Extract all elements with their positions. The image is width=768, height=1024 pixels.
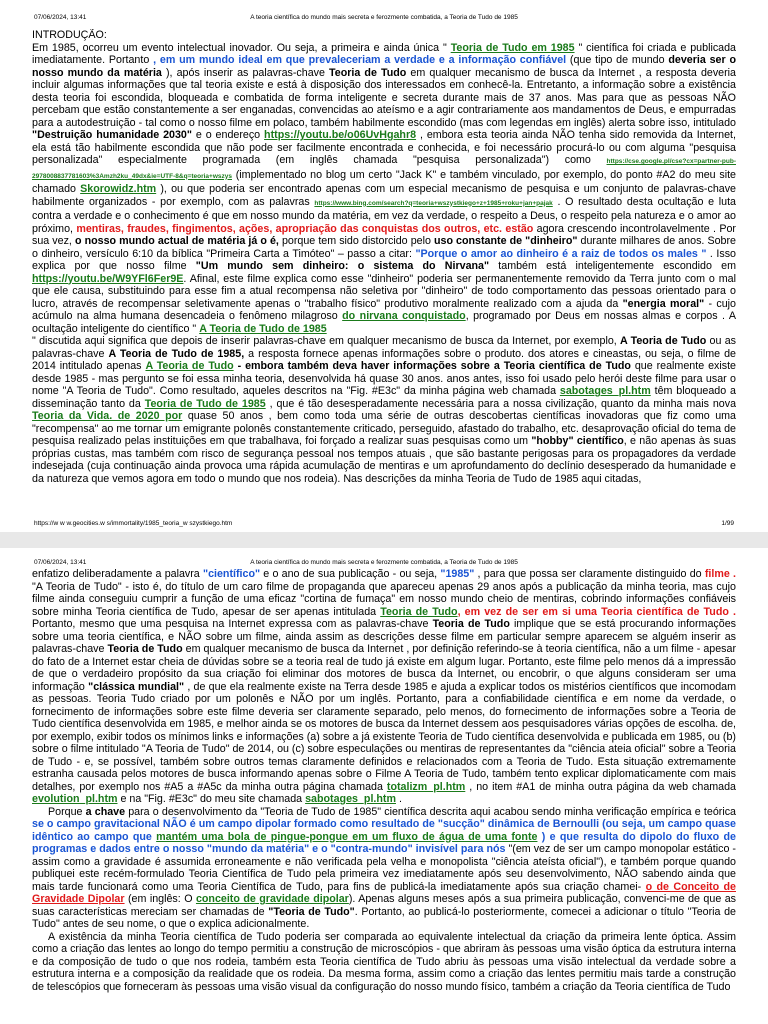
bing-search-link[interactable]: https://www.bing.com/search?q=teoria+wszystkiego+z+1985+roku+jan+pajak xyxy=(314,199,553,207)
page-url: https://w w w.geocities.w s/immortality/1985_teoria_w szystkiego.htm xyxy=(34,520,233,527)
google-cse-link[interactable]: https://cse.google.pl/cse?cx=partner-pub-2978008837781603%3Amzh2ku_49dx&ie=UTF-8&q=teoria+wszys xyxy=(32,158,736,180)
skorowidz-link[interactable]: Skorowidz.htm xyxy=(80,183,157,195)
theory-1985-link-2[interactable]: A Teoria de Tudo de 1985 xyxy=(199,322,327,335)
paragraph-4: Porque a chave para o desenvolvimento da "Teoria de Tudo de 1985" científica descrita aqui acabou sendo minha verificação empírica e teórica se o campo gravitacional NÃO é um campo dipolar formado como resultado de "sucção" dinâmica de Bernoulli (ou seja, um campo quase idêntico ao campo que mantém uma bola de pingue-pongue em um fluxo de água de uma fonte ) e que resulta do dipolo do fluxo de programas e dados entre o nosso "mundo da matéria" e o "contra-mundo" invisível para nós "(em vez de ser um campo monopolar estático - assim como a gravidade é assumida erroneamente e não verificada pela velha e monopolista "ciência ateísta oficial"), e também porque quando publiquei este recém-formulado Teoria Científica de Tudo pela primeira vez imediatamente após seu desenvolvimento, NÃO sabendo ainda que mais tarde funcionará como uma Teoria Científica de Tudo, para fins de publicá-la imediatamente após sua criação chamei- o de Conceito de Gravidade Dipolar (em inglês: O conceito de gravidade dipolar). Apenas alguns meses após a sua primeira publicação, convenci-me de que as suas características mereciam ser chamadas de "Teoria de Tudo". Portanto, ao publicá-lo posteriormente, comecei a adicionar o título "Teoria de Tudo" antes de seu nome, o que o explica adicionalmente. xyxy=(32,805,736,930)
article-body-continued xyxy=(32,568,736,1024)
page-number: 1/99 xyxy=(721,520,734,527)
print-title: A teoria científica do mundo mais secreta e ferozmente combatida, a Teoria de Tudo de 1985 xyxy=(250,14,518,21)
print-datetime: 07/06/2024, 13:41 xyxy=(34,559,87,566)
nirvana-link[interactable]: do nirvana conquistado xyxy=(342,310,466,322)
ping-pong-link[interactable]: mantém uma bola de pingue-pongue em um fluxo de água de uma fonte xyxy=(156,830,538,843)
sabotages-link-2[interactable]: sabotages_pl.htm xyxy=(305,793,396,805)
intro-paragraph: Em 1985, ocorreu um evento intelectual inovador. Ou seja, a primeira e ainda única " Teoria de Tudo em 1985 " científica foi criada e publicada imediatamente. Portanto , em um mundo ideal em que prevaleceriam a verdade e a informação confiável (que tipo de mundo deveria ser o nosso mundo da matéria ), após inserir as palavras-chave Teoria de Tudo em qualquer mecanismo de busca da Internet , a resposta deveria incluir algumas informações que tal teoria existe e está à disposição dos interessados em conhecê-la. Entretanto, a informação sobre a existência desta teoria foi escondida, bloqueada e combatida de forma inteligente e secreta durante mais de 37 anos. Mas para que as pessoas NÃO percebam que estão constantemente a ser enganadas, convencidas ao ateísmo e a agir contrariamente aos mandamentos de Deus, e empurradas para a autodestruição - tal como o nosso filme em polaco, também habilmente escondido (mas com legendas em inglês) alerta sobre isso, intitulado "Destruição humanidade 2030" e o endereço https://youtu.be/o06UvHgahr8 , embora esta teoria ainda NÃO tenha sido removida da Internet, ela está tão habilmente escondida que não pode ser facilmente encontrada e conhecida, e foi necessário procurá-lo ou com alguma "pesquisa personalizada" especialmente programada (em inglês chamada "pesquisa personalizada") como https://cse.google.pl/cse?cx=partner-pub-2978008837781603%3Amzh2ku_49dx&ie=UTF-8&q=teoria+wszys (implementado no blog um certo "Jack K" e também vinculado, por exemplo, do ponto #A2 do meu site chamado Skorowidz.htm ), ou que poderia ser encontrado apenas com um especial mecanismo de pesquisa e um conjunto de palavras-chave habilmente organizados - por exemplo, com as palavras https://www.bing.com/search?q=teoria+wszystkiego+z+1985+roku+jan+pajak . O resultado desta ocultação e luta contra a verdade e o conhecimento é que em nosso mundo da matéria, em vez da verdade, o respeito a Deus, o respeito pela natureza e o amor ao próximo, mentiras, fraudes, fingimentos, ações, apropriação das conquistas dos outros, etc. estão agora crescendo incontrolavelmente . Por sua vez, o nosso mundo actual de matéria já o é, porque tem sido distorcido pelo uso constante de "dinheiro" durante milhares de anos. Sobre o dinheiro, versículo 6:10 da bíblica "Primeira Carta a Timóteo" – passo a citar: "Porque o amor ao dinheiro é a raiz de todos os males " . Isso explica por que nosso filme "Um mundo sem dinheiro: o sistema do Nirvana" também está inteligentemente escondido em https://youtu.be/W9YFl6Fer9E. Afinal, este filme explica como esse "dinheiro" poderia ser permanentemente removido da Terra junto com o mal que ele causa, substituindo para esse fim a atual recompensa não seletiva por "dinheiro" de todo comportamento das pessoas orientado para o lucro, através de recompensar seletivamente apenas o "trabalho físico" produtivo moralmente realizado com a ajuda da "energia moral" - cujo acúmulo na alma humana desencadeia o fenômeno milagroso do nirvana conquistado, programado por Deus em nossas almas e corpos . A ocultação inteligente do científico " A Teoria de Tudo de 1985 xyxy=(32,41,736,335)
dipolar-gravity-link[interactable]: conceito de gravidade dipolar xyxy=(195,893,349,905)
dipolar-gravity-concept-link[interactable]: o de Conceito de Gravidade Dipolar xyxy=(32,880,736,905)
page-footer xyxy=(34,519,734,529)
page-header xyxy=(34,13,734,23)
theory-life-link[interactable]: Teoria da Vida. de 2020 por xyxy=(32,410,183,422)
paragraph-3: enfatizo deliberadamente a palavra "científico" e o ano de sua publicação - ou seja, "1985" , para que possa ser claramente distinguido do filme . "A Teoria de Tudo" - isto é, do título de um caro filme de propaganda que apareceu apenas 29 anos após a publicação da minha teoria, mas cujo filme ainda conseguiu cumprir a função de uma eficaz "cortina de fumaça" em nosso mundo cheio de mentiras, cobrindo informações confiáveis sobre minha Teoria científica de Tudo, apesar de ser apenas intitulada Teoria de Tudo, em vez de ser em si uma Teoria científica de Tudo . Portanto, mesmo que uma pesquisa na Internet expressa com as palavras-chave Teoria de Tudo implique que se está procurando informações sobre uma teoria científica, e NÃO sobre um filme, ainda assim as descrições desse filme em particular sempre aparecem se alguém inserir as palavras-chave Teoria de Tudo em qualquer mecanismo de busca da Internet , por definição referindo-se à teoria científica, não a um filme - apesar do fato de a Internet estar cheia de dúvidas sobre se a teoria real de tudo já existe em algum lugar. Portanto, este filme pelo menos dá a impressão de que o verdadeiro propósito da sua criação foi eliminar dos motores de busca da Internet, ou encobrir, o que alguns consideram ser uma informação "clássica mundial" , de que ela realmente existe na Terra desde 1985 e ajuda a explicar todos os mistérios científicos que incomodam as pessoas. Teoria Tudo criado por um polonês e NÃO por um inglês. Portanto, para a confiabilidade científica e em nome da verdade, o fornecimento de informações sobre este filme deveria ser claramente separado, pelo menos, do fornecimento de informações sobre a Teoria de Tudo científica desenvolvida em 1985, e melhor ainda se os motores de busca da Internet dessem aos pesquisadores várias opções de escolha. de, por exemplo, exibir todos os mínimos links e informações (a) sobre a já existente Teoria de Tudo científica desenvolvida e publicada em 1985, ou (b) sobre o filme intitulado "A Teoria de Tudo" de 2014, ou (c) sobre especulações ou mentiras de representantes da "ciência ateia oficial" sobre a Teoria de Tudo - e, se possível, também sobre outros temas claramente definidos e relacionados com a Teoria de Tudo. Esta situação extremamente estranha causada pelos motores de busca informando apenas sobre o Filme A Teoria de Tudo, também tento explicar diplomaticamente com mais detalhes, por exemplo nos #A5 a #A5c da minha outra página chamada totalizm_pl.htm , no item #A1 de minha outra página da web chamada evolution_pl.htm e na "Fig. #E3c" do meu site chamada sabotages_pl.htm . xyxy=(32,568,736,805)
theory-film-link-2[interactable]: Teoria de Tudo xyxy=(380,605,458,618)
page-2 xyxy=(0,548,768,1024)
article-body xyxy=(32,29,736,515)
youtube-link-destruction[interactable]: https://youtu.be/o06UvHgahr8 xyxy=(264,129,417,141)
totalizm-link[interactable]: totalizm_pl.htm xyxy=(386,780,466,793)
paragraph-5: A existência da minha Teoria científica de Tudo poderia ser comparada ao equivalente intelectual da criação da primeira lente óptica. Assim como a criação das lentes ao longo do tempo permitiu a construção de microscópios - que abriram às pessoas uma visão óptica da estrutura interna e da composição de tudo o que nos rodeia, também esta Teoria científica de Tudo abriu às pessoas uma visão intelectual da verdade sobre a estrutura interna e a composição da realidade que os rodeia. Da mesma forma, assim como a criação das lentes permitiu mais tarde a construção de telescópios que forneceram às pessoas uma visão visual da configuração do nosso mundo físico, também a criação da Teoria científica de Tudo xyxy=(32,930,736,993)
print-datetime: 07/06/2024, 13:41 xyxy=(34,14,87,21)
print-title: A teoria científica do mundo mais secreta e ferozmente combatida, a Teoria de Tudo de 1985 xyxy=(250,559,518,566)
theory-film-link[interactable]: A Teoria de Tudo xyxy=(145,360,234,372)
theory-1985-link[interactable]: Teoria de Tudo em 1985 xyxy=(450,41,575,54)
page-header xyxy=(34,558,734,568)
evolution-link[interactable]: evolution_pl.htm xyxy=(32,793,118,805)
paragraph-2: " discutida aqui significa que depois de inserir palavras-chave em qualquer mecanismo de busca da Internet, por exemplo, A Teoria de Tudo ou as palavras-chave A Teoria de Tudo de 1985, a resposta fornece apenas informações sobre o produto. dos atores e cineastas, ou seja, o filme de 2014 intitulado apenas A Teoria de Tudo - embora também deva haver informações sobre a Teoria científica de Tudo que realmente existe desde 1985 - mas pergunto se foi essa minha teoria, desenvolvida há quase 30 anos. anos antes, isso foi usado pelo herói deste filme para usar o nome "A Teoria de Tudo". Como resultado, aqueles descritos na "Fig. #E3c" da minha página web chamada sabotages_pl.htm têm bloqueado a disseminação tanto da Teoria de Tudo de 1985 , que é tão desesperadamente necessária para a nossa civilização, quanto da minha mais nova Teoria da Vida. de 2020 por quase 50 anos , bem como toda uma série de outras descobertas científicas inovadoras que fiz como uma "recompensa" ao me tornar um emigrante polonês constantemente criticado, perseguido, afastado do trabalho, etc. desaprovação oficial do tema de pesquisa realizado pelas instituições em que trabalhava, foi forçado a realizar suas pesquisas como um "hobby" científico, e não apenas às suas próprias custas, mas também com risco de segurança pessoal nos tempos atuais , que são bastante perigosas para os propagadores da verdade indesejada (cuja continuação ainda provoca uma rápida acumulação de mentiras e um aprofundamento do declínio desesperado da humanidade e da natureza que vemos agora em todo o mundo que nos rodeia). Nas descrições da minha Teoria de Tudo de 1985 aqui citadas, xyxy=(32,335,736,485)
intro-heading: INTRODUÇÃO: xyxy=(32,29,107,41)
sabotages-link[interactable]: sabotages_pl.htm xyxy=(559,385,651,397)
theory-1985-link-3[interactable]: Teoria de Tudo de 1985 xyxy=(144,397,266,410)
youtube-link-nirvana[interactable]: https://youtu.be/W9YFl6Fer9E xyxy=(32,272,184,285)
